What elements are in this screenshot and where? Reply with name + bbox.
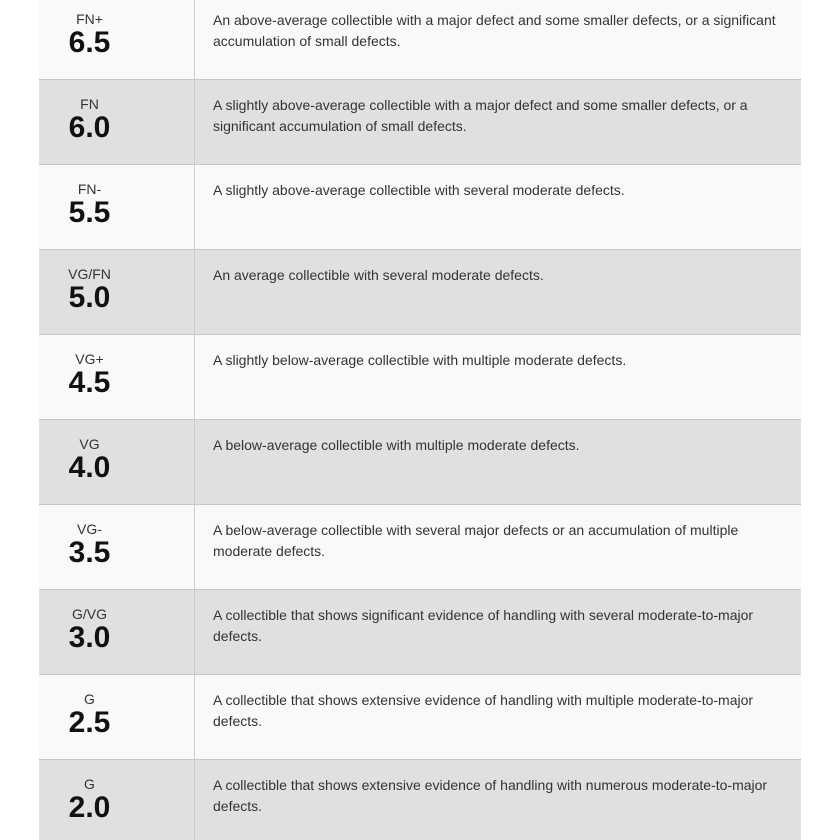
grade-label: FN <box>80 96 99 112</box>
grade-label: FN- <box>77 181 102 197</box>
grade-row <box>39 334 801 419</box>
grade-value: 3.5 <box>68 536 111 569</box>
grade-row <box>39 419 801 504</box>
grade-value: 2.5 <box>68 706 111 739</box>
grade-value: 4.0 <box>68 451 111 484</box>
grade-value: 5.0 <box>68 281 111 314</box>
grade-label: VG <box>79 436 100 452</box>
grade-row <box>39 249 801 334</box>
grade-row <box>39 0 801 79</box>
grade-value: 6.0 <box>68 111 111 144</box>
grade-row <box>39 504 801 589</box>
grade-label: VG/FN <box>68 266 111 282</box>
grade-description: A slightly above-average collectible with a major defect and some smaller defects, or a significant accumulation of small defects. <box>213 97 748 134</box>
grade-cell <box>39 590 195 674</box>
grade-label: VG+ <box>75 351 104 367</box>
grade-value: 6.5 <box>68 26 111 59</box>
grading-scale-table <box>39 0 801 840</box>
grade-description: A collectible that shows extensive evidence of handling with numerous moderate-to-major defects. <box>213 777 768 814</box>
grade-cell <box>39 760 195 840</box>
grade-cell <box>39 420 195 504</box>
grade-label: G <box>84 691 95 707</box>
grade-description: An above-average collectible with a major defect and some smaller defects, or a significant accumulation of small defects. <box>213 12 776 49</box>
grade-label: G <box>84 776 95 792</box>
grade-label: VG- <box>77 521 102 537</box>
grade-cell <box>39 80 195 164</box>
grade-value: 5.5 <box>68 196 111 229</box>
grade-cell <box>39 0 195 79</box>
grade-row <box>39 79 801 164</box>
grade-cell <box>39 675 195 759</box>
grade-description: An average collectible with several moderate defects. <box>213 267 544 283</box>
grade-description: A collectible that shows extensive evidence of handling with multiple moderate-to-major defects. <box>213 692 754 729</box>
grade-row <box>39 759 801 840</box>
grade-value: 4.5 <box>68 366 111 399</box>
grade-cell <box>39 250 195 334</box>
grade-description: A slightly above-average collectible with several moderate defects. <box>213 182 625 198</box>
grade-description: A below-average collectible with several major defects or an accumulation of multiple moderate defects. <box>213 522 739 559</box>
grade-row <box>39 674 801 759</box>
grade-description: A below-average collectible with multiple moderate defects. <box>213 437 580 453</box>
grade-cell <box>39 335 195 419</box>
grade-row <box>39 589 801 674</box>
grade-label: G/VG <box>71 606 107 622</box>
grade-description: A slightly below-average collectible with multiple moderate defects. <box>213 352 627 368</box>
grade-value: 2.0 <box>68 791 111 824</box>
grade-label: FN+ <box>76 11 103 27</box>
grade-value: 3.0 <box>68 621 111 654</box>
grade-description: A collectible that shows significant evidence of handling with several moderate-to-major defects. <box>213 607 754 644</box>
grade-cell <box>39 505 195 589</box>
grade-cell <box>39 165 195 249</box>
grade-row <box>39 164 801 249</box>
